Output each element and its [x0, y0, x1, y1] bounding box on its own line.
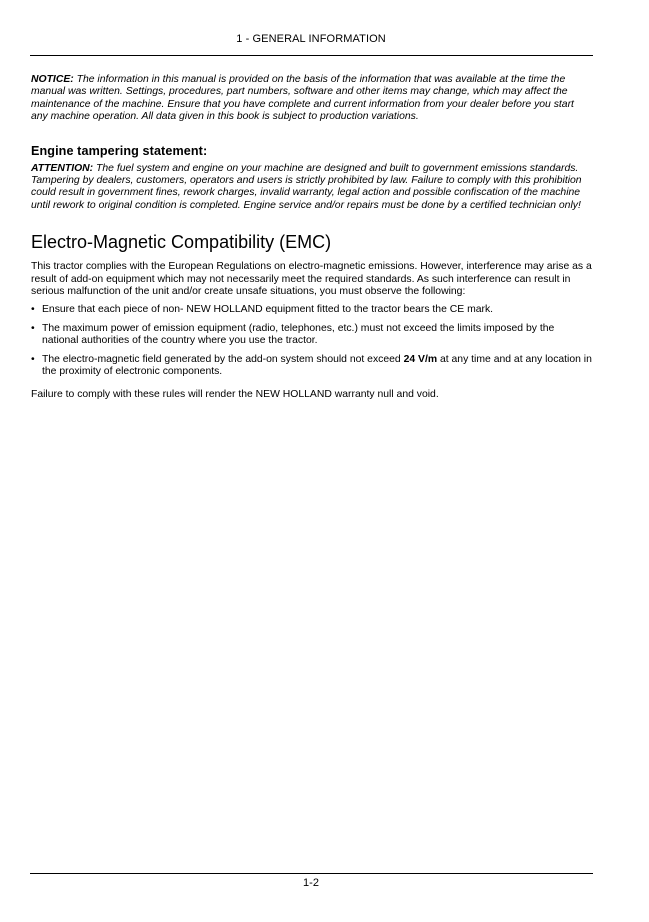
attention-label: ATTENTION: — [31, 162, 94, 174]
emc-heading: Electro-Magnetic Compatibility (EMC) — [31, 232, 332, 253]
bullet-icon: • — [31, 322, 35, 334]
bullet-icon: • — [31, 304, 35, 316]
emc-intro-paragraph: This tractor complies with the European Regulations on electro-magnetic emissions. However, interference may arise as a result of add-on equipment which may not necessarily meet the required standards. As such interference can result in serious malfunction of the unit and/or create unsafe situations, you must observe the following: — [31, 261, 592, 298]
notice-label: NOTICE: — [31, 74, 74, 85]
notice-paragraph — [31, 74, 593, 124]
list-item — [31, 304, 593, 316]
footer-divider — [30, 873, 593, 874]
list-item — [31, 323, 593, 348]
engine-tampering-heading: Engine tampering statement: — [31, 143, 208, 158]
closing-paragraph: Failure to comply with these rules will render the NEW HOLLAND warranty null and void. — [31, 388, 439, 400]
page-header-title: 1 - GENERAL INFORMATION — [236, 33, 386, 45]
header-divider — [30, 55, 593, 56]
bullet-icon: • — [31, 353, 35, 365]
list-item-text: Ensure that each piece of non- NEW HOLLAND equipment fitted to the tractor bears the CE mark. — [42, 304, 494, 316]
list-item-text: The maximum power of emission equipment (radio, telephones, etc.) must not exceed the limits imposed by the national authorities of the country where you use the tractor. — [42, 322, 555, 347]
emc-bullet-list — [31, 304, 593, 378]
list-item — [31, 354, 593, 379]
field-limit-value: 24 V/m — [403, 353, 438, 365]
list-item-text-before: The electro-magnetic field generated by the add-on system should not exceed — [42, 353, 404, 365]
page-content — [31, 74, 593, 401]
notice-text: The information in this manual is provided on the basis of the information that was available at the time the manual was written. Settings, procedures, part numbers, software and other items may change, which may affect the maintenance of the machine. Ensure that you have complete and current information from your dealer before you start any machine operation. All data given in this book is subject to production variations. — [31, 74, 574, 123]
list-item-text-after: at any time and at any location in the proximity of electronic components. — [42, 353, 592, 378]
attention-paragraph — [31, 163, 593, 213]
attention-text: The fuel system and engine on your machine are designed and built to government emissions standards. Tampering by dealers, customers, operators and users is strictly prohibited by law. Failure to comply with this prohibition could result in government fines, rework charges, invalid warranty, legal action and possible confiscation of the machine until rework to original condition is completed. Engine service and/or repairs must be done by a certified technician only! — [31, 162, 582, 211]
page-number: 1-2 — [303, 877, 319, 889]
